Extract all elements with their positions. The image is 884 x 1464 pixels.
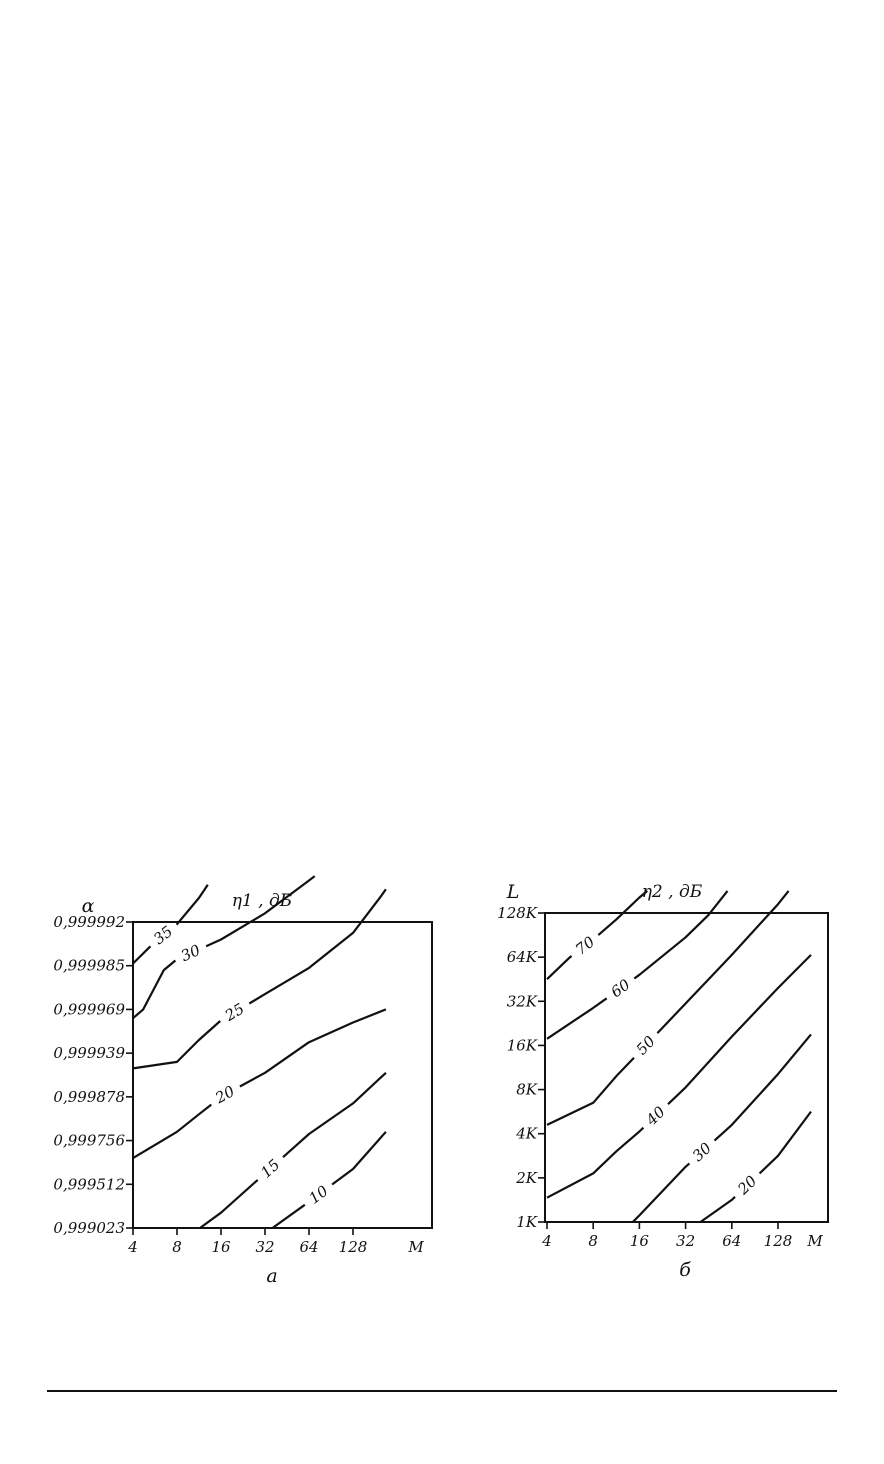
panel-label: б — [679, 1259, 691, 1281]
y-tick-label: 128K — [497, 904, 537, 922]
x-tick-label: 4 — [128, 1238, 138, 1256]
contour-line-40 — [668, 955, 811, 1104]
x-tick-label: 16 — [211, 1238, 231, 1256]
x-tick-label: 128 — [338, 1238, 368, 1256]
contour-line-20 — [133, 1105, 211, 1159]
contour-label-10: 10 — [305, 1181, 332, 1208]
y-tick-label: 8K — [516, 1080, 537, 1099]
y-tick-label: 0,999985 — [53, 956, 125, 975]
contour-label-60: 60 — [607, 975, 634, 1002]
contour-label-50: 50 — [632, 1032, 659, 1059]
contour-label-30: 30 — [178, 940, 203, 966]
x-tick-label: 128 — [763, 1232, 793, 1250]
contour-label-30: 30 — [688, 1138, 716, 1166]
contour-label-20: 20 — [212, 1082, 238, 1108]
x-tick-label: 64 — [722, 1232, 742, 1250]
y-tick-label: 4K — [516, 1124, 537, 1143]
y-tick-label: 64K — [506, 948, 537, 967]
contour-line-20 — [240, 1009, 386, 1086]
contour-line-10 — [332, 1132, 386, 1185]
y-tick-label: 2K — [516, 1168, 537, 1187]
chart-panel-1 — [53, 876, 432, 1287]
y-axis-label: L — [506, 881, 520, 903]
chart-title: η1 , дБ — [231, 891, 293, 911]
contour-line-20 — [760, 1112, 811, 1174]
panel-label: а — [266, 1265, 278, 1287]
contour-line-60 — [634, 891, 727, 979]
y-tick-label: 32K — [506, 992, 537, 1011]
contour-line-10 — [273, 1205, 305, 1228]
x-tick-label: 16 — [629, 1232, 649, 1250]
contour-line-50 — [547, 1058, 634, 1125]
x-tick-label: 64 — [299, 1238, 319, 1256]
contour-line-40 — [547, 1128, 643, 1198]
y-tick-label: 0,999939 — [53, 1044, 125, 1063]
contour-line-30 — [133, 961, 175, 1019]
x-tick-label: 4 — [542, 1232, 552, 1250]
x-tick-label: 8 — [172, 1238, 182, 1256]
x-axis-label: M — [408, 1238, 424, 1256]
contour-label-25: 25 — [221, 999, 248, 1025]
contour-line-15 — [283, 1073, 386, 1157]
x-tick-label: 32 — [676, 1232, 696, 1250]
contour-line-20 — [701, 1197, 736, 1222]
y-tick-label: 16K — [506, 1036, 537, 1055]
footer-rule — [47, 1390, 837, 1392]
chart-title: η2 , дБ — [641, 882, 703, 902]
x-tick-label: 8 — [588, 1232, 598, 1250]
y-tick-label: 0,999756 — [53, 1131, 125, 1150]
plot-frame — [133, 922, 432, 1228]
contour-line-15 — [200, 1180, 258, 1228]
y-tick-label: 0,999023 — [53, 1219, 125, 1237]
contour-line-30 — [206, 876, 315, 946]
contour-line-30 — [715, 1034, 812, 1140]
x-axis-label: M — [807, 1232, 823, 1250]
y-axis-label: α — [81, 895, 95, 917]
contour-label-20: 20 — [734, 1171, 761, 1199]
y-tick-label: 0,999969 — [53, 1000, 125, 1019]
chart-panel-2 — [497, 881, 828, 1281]
contour-label-15: 15 — [257, 1155, 284, 1182]
contour-label-70: 70 — [572, 932, 599, 959]
contour-line-60 — [547, 998, 607, 1039]
y-tick-label: 0,999878 — [53, 1087, 125, 1106]
x-tick-label: 32 — [255, 1238, 275, 1256]
contour-line-70 — [547, 956, 572, 979]
y-tick-label: 0,999992 — [53, 913, 125, 931]
y-tick-label: 1K — [516, 1213, 537, 1231]
contour-line-35 — [177, 885, 208, 925]
contour-label-40: 40 — [642, 1102, 669, 1130]
contour-label-35: 35 — [150, 922, 177, 949]
contour-line-30 — [633, 1163, 690, 1222]
contour-line-35 — [133, 946, 150, 963]
y-tick-label: 0,999512 — [53, 1175, 125, 1194]
contour-line-25 — [133, 1021, 220, 1068]
